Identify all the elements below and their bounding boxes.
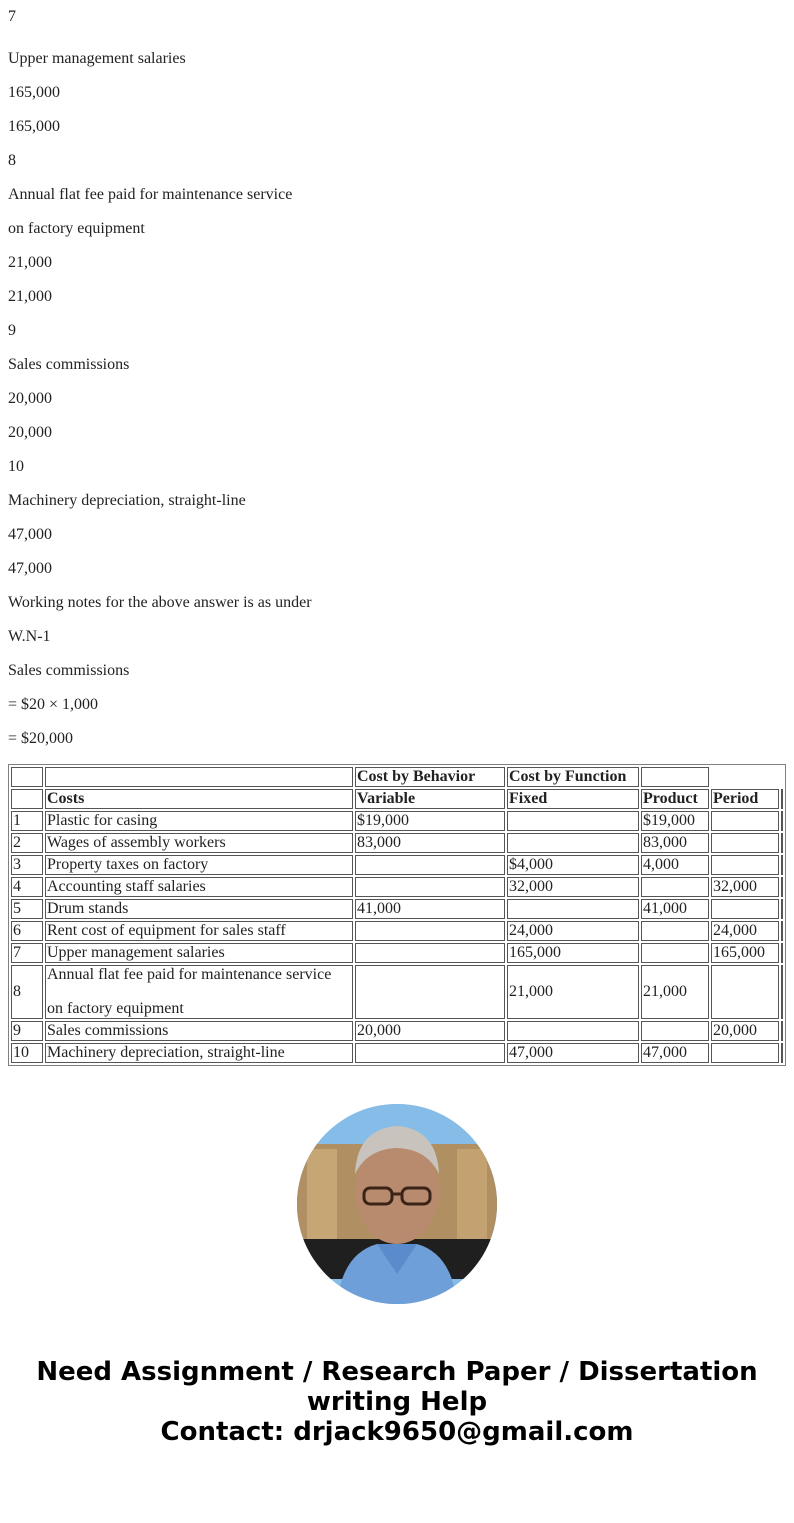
text-line: 165,000 [8, 84, 60, 101]
row-product: 83,000 [641, 833, 709, 853]
text-line: 47,000 [8, 560, 52, 577]
row-period [711, 899, 779, 919]
promo-line-1: Need Assignment / Research Paper / Dissertation [36, 1357, 758, 1387]
text-line: 9 [8, 322, 16, 339]
table-cell [11, 789, 43, 809]
row-fixed: $4,000 [507, 855, 639, 875]
row-variable: $19,000 [355, 811, 505, 831]
promo-line-2: writing Help [306, 1387, 488, 1417]
table-header-row [11, 789, 783, 809]
row-period [711, 811, 779, 831]
row-fixed: 47,000 [507, 1043, 639, 1063]
row-number: 3 [11, 855, 43, 875]
row-fixed: 32,000 [507, 877, 639, 897]
table-cell [45, 767, 353, 787]
row-fixed [507, 1021, 639, 1041]
table-cell [711, 767, 779, 787]
table-edge-cell [781, 1021, 783, 1041]
row-fixed [507, 833, 639, 853]
row-product [641, 1021, 709, 1041]
row-product [641, 921, 709, 941]
group-header-function: Cost by Function [507, 767, 639, 787]
row-cost [45, 965, 353, 1019]
row-cost: Property taxes on factory [45, 855, 353, 875]
row-fixed [507, 811, 639, 831]
row-period: 20,000 [711, 1021, 779, 1041]
table-row [11, 1043, 783, 1063]
portrait-icon [297, 1104, 497, 1304]
text-line: Machinery depreciation, straight-line [8, 492, 246, 509]
row-cost: Accounting staff salaries [45, 877, 353, 897]
row-product: 21,000 [641, 965, 709, 1019]
table-edge-cell [781, 833, 783, 853]
row-cost-line-1: Annual flat fee paid for maintenance service [47, 966, 332, 983]
row-period: 32,000 [711, 877, 779, 897]
row-period [711, 855, 779, 875]
row-cost: Machinery depreciation, straight-line [45, 1043, 353, 1063]
table-group-header-row [11, 767, 783, 787]
working-note-title: Sales commissions [8, 662, 130, 679]
header-variable: Variable [355, 789, 505, 809]
row-cost-line-2: on factory equipment [47, 1000, 184, 1017]
contact-email: Contact: drjack9650@gmail.com [160, 1417, 634, 1447]
working-note-formula: = $20 × 1,000 [8, 696, 99, 713]
cost-classification-table [8, 764, 786, 1066]
table-edge-cell [781, 965, 783, 1019]
answer-text-block [8, 0, 786, 578]
row-period: 165,000 [711, 943, 779, 963]
text-line: 47,000 [8, 526, 52, 543]
text-line: on factory equipment [8, 220, 145, 237]
text-line: 20,000 [8, 390, 52, 407]
row-variable [355, 877, 505, 897]
row-fixed: 21,000 [507, 965, 639, 1019]
row-number: 8 [11, 965, 43, 1019]
table-row [11, 899, 783, 919]
text-line: 20,000 [8, 424, 52, 441]
table-row [11, 877, 783, 897]
row-period: 24,000 [711, 921, 779, 941]
working-note-label: W.N-1 [8, 628, 51, 645]
row-variable [355, 943, 505, 963]
table-cell [11, 767, 43, 787]
row-variable [355, 855, 505, 875]
row-cost: Wages of assembly workers [45, 833, 353, 853]
row-variable: 83,000 [355, 833, 505, 853]
table-edge-cell [781, 811, 783, 831]
row-cost: Upper management salaries [45, 943, 353, 963]
text-line: 165,000 [8, 118, 60, 135]
table-row [11, 965, 783, 1019]
table-edge-cell [781, 943, 783, 963]
text-line: Annual flat fee paid for maintenance service [8, 186, 293, 203]
row-cost: Rent cost of equipment for sales staff [45, 921, 353, 941]
row-product: 41,000 [641, 899, 709, 919]
row-variable [355, 965, 505, 1019]
header-fixed: Fixed [507, 789, 639, 809]
row-number: 4 [11, 877, 43, 897]
header-product: Product [641, 789, 709, 809]
text-line: Upper management salaries [8, 50, 186, 67]
row-variable [355, 921, 505, 941]
row-number: 6 [11, 921, 43, 941]
row-number: 5 [11, 899, 43, 919]
row-variable [355, 1043, 505, 1063]
table-row [11, 921, 783, 941]
row-product: $19,000 [641, 811, 709, 831]
text-line: 21,000 [8, 288, 52, 305]
text-line: 7 [8, 8, 16, 25]
text-line: 21,000 [8, 254, 52, 271]
row-number: 9 [11, 1021, 43, 1041]
row-number: 2 [11, 833, 43, 853]
row-product [641, 877, 709, 897]
row-period [711, 833, 779, 853]
row-period [711, 965, 779, 1019]
author-photo [297, 1104, 497, 1304]
row-fixed: 165,000 [507, 943, 639, 963]
table-row [11, 811, 783, 831]
row-cost: Plastic for casing [45, 811, 353, 831]
row-period [711, 1043, 779, 1063]
promo-footer [8, 1357, 786, 1447]
table-cell [781, 767, 783, 787]
row-variable: 20,000 [355, 1021, 505, 1041]
table-edge-cell [781, 789, 783, 809]
row-product [641, 943, 709, 963]
row-fixed [507, 899, 639, 919]
row-product: 4,000 [641, 855, 709, 875]
row-variable: 41,000 [355, 899, 505, 919]
text-line: 8 [8, 152, 16, 169]
table-edge-cell [781, 899, 783, 919]
working-notes-intro: Working notes for the above answer is as under [8, 594, 312, 611]
table-row [11, 855, 783, 875]
table-edge-cell [781, 877, 783, 897]
table-row [11, 943, 783, 963]
row-number: 7 [11, 943, 43, 963]
row-number: 10 [11, 1043, 43, 1063]
table-edge-cell [781, 855, 783, 875]
row-number: 1 [11, 811, 43, 831]
working-notes [8, 578, 786, 748]
text-line: 10 [8, 458, 24, 475]
header-period: Period [711, 789, 779, 809]
author-photo-container [8, 1104, 786, 1309]
table-edge-cell [781, 921, 783, 941]
row-product: 47,000 [641, 1043, 709, 1063]
table-row [11, 1021, 783, 1041]
text-line: Sales commissions [8, 356, 130, 373]
table-row [11, 833, 783, 853]
row-cost: Sales commissions [45, 1021, 353, 1041]
row-cost: Drum stands [45, 899, 353, 919]
group-header-behavior: Cost by Behavior [355, 767, 505, 787]
table-cell [641, 767, 709, 787]
working-note-result: = $20,000 [8, 730, 74, 747]
table-edge-cell [781, 1043, 783, 1063]
header-costs: Costs [45, 789, 353, 809]
row-fixed: 24,000 [507, 921, 639, 941]
